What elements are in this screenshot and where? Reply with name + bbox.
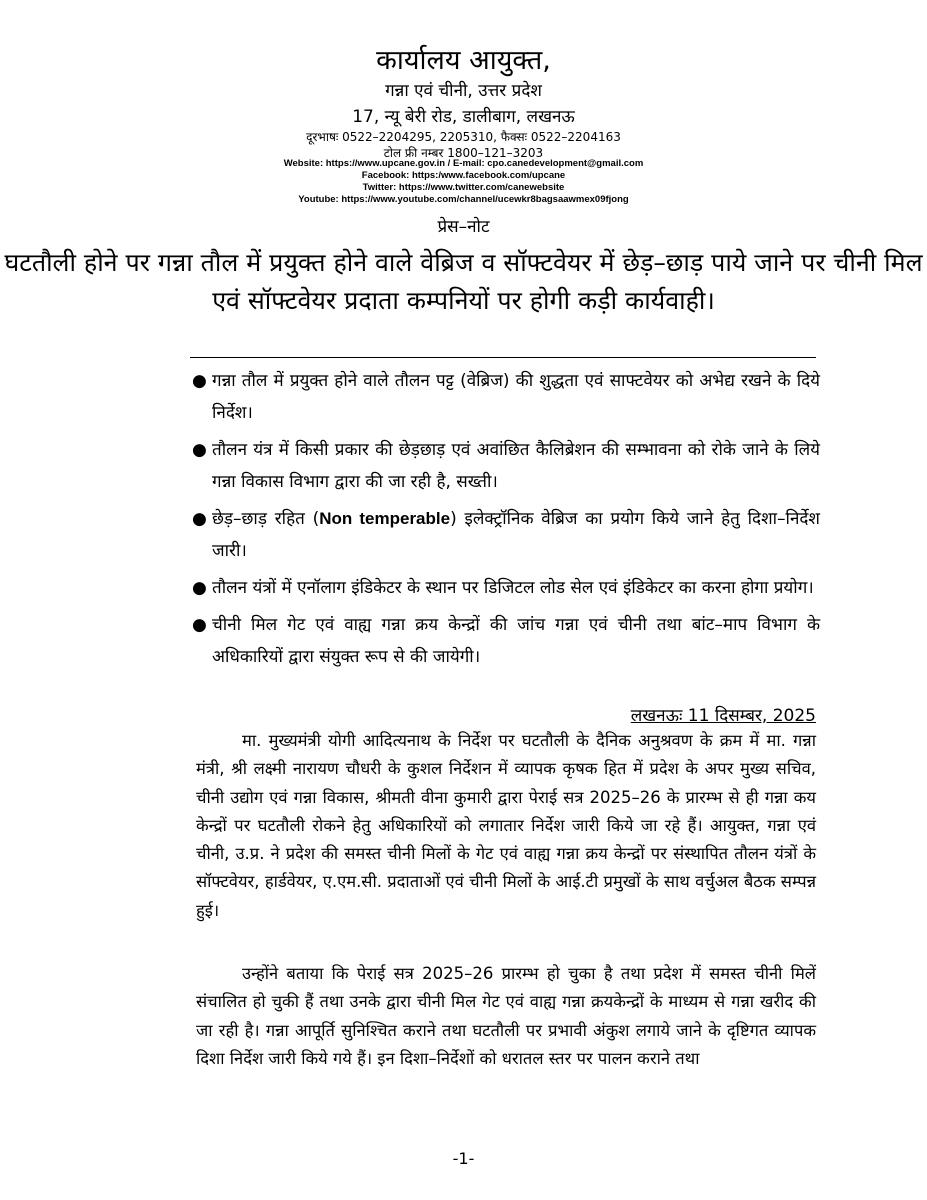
youtube-line: Youtube: https://www.youtube.com/channel/ucewkr8bagsaawmex09fjong [298,194,629,205]
bullet-text-post: ) इलेक्ट्रॉनिक वेब्रिज का प्रयोग किये जाने हेतु दिशा–निर्देश जारी। [212,509,820,561]
bullet-dot-icon: ● [192,371,207,391]
website-email-line: Website: https://www.upcane.gov.in / E-mail: cpo.canedevelopment@gmail.com [283,158,644,169]
bullet-text-bold: Non temperable [319,509,451,528]
bullet-dot-icon: ● [192,509,207,529]
headline: घटतौली होने पर गन्ना तौल में प्रयुक्त होने वाले वेब्रिज व सॉफ्टवेयर में छेड़–छाड़ पाये जाने पर चीनी मिल एवं सॉफ्टवेयर प्रदाता कम्पनियों पर होगी कड़ी कार्यवाही। [4,248,923,315]
paragraph-text: मा. मुख्यमंत्री योगी आदित्यनाथ के निर्देश पर घटतौली के दैनिक अनुश्रवण के क्रम में मा. गन्ना मंत्री, श्री लक्ष्मी नारायण चौधरी के कुशल निर्देशन में व्यापक कृषक हित में प्रदेश के अपर मुख्य सचिव, चीनी उद्योग एवं गन्ना विकास, श्रीमती वीना कुमारी द्वारा पेराई सत्र 2025–26 के प्रारम्भ से ही गन्ना कय केन्द्रों पर घटतौली रोकने हेतु अधिकारियों को लगातार निर्देश जारी किये जा रहे हैं। आयुक्त, गन्ना एवं चीनी, उ.प्र. ने प्रदेश की समस्त चीनी मिलों के गेट एवं वाह्य गन्ना क्रय केन्द्रों पर संस्थापित तौलन यंत्रों के सॉफ्टवेयर, हार्डवेयर, ए.एम.सी. प्रदाताओं एवं चीनी मिलों के आई.टी प्रमुखों के साथ वर्चुअल बैठक सम्पन्न हुई। [196,731,816,920]
toll-free-line: टोल फ्री नम्बर 1800–121–3203 [383,146,544,160]
bullet-dot-icon: ● [192,615,207,635]
twitter-line: Twitter: https://www.twitter.com/canewebsite [362,182,565,193]
body-paragraph-2 [196,960,816,1073]
paragraph-text: उन्होंने बताया कि पेराई सत्र 2025–26 प्रारम्भ हो चुका है तथा प्रदेश में समस्त चीनी मिलें संचालित हो चुकी हैं तथा उनके द्वारा चीनी मिल गेट एवं वाह्य गन्ना क्रयकेन्द्रों के माध्यम से गन्ना खरीद की जा रही है। गन्ना आपूर्ति सुनिश्चित कराने तथा घटतौली पर प्रभावी अंकुश लगाये जाने के दृष्टिगत व्यापक दिशा निर्देश जारी किये गये हैं। इन दिशा–निर्देशों को धरातल स्तर पर पालन कराने तथा [196,964,816,1068]
body-paragraph-1 [196,727,816,925]
office-address: 17, न्यू बेरी रोड, डालीबाग, लखनऊ [352,107,575,127]
press-note-label: प्रेस–नोट [437,217,490,237]
bullet-dot-icon: ● [192,440,207,460]
dateline: लखनऊः 11 दिसम्बर, 2025 [630,706,816,726]
phone-fax-line: दूरभाषः 0522–2204295, 2205310, फैक्सः 0522–2204163 [306,130,621,144]
divider-rule [190,357,816,358]
department-name: गन्ना एवं चीनी, उत्तर प्रदेश [385,81,542,101]
bullet-text: तौलन यंत्रों में एनॉलाग इंडिकेटर के स्थान पर डिजिटल लोड सेल एवं इंडिकेटर का करना होगा प्रयोग। [212,578,814,598]
bullet-dot-icon: ● [192,578,207,598]
bullet-text: तौलन यंत्र में किसी प्रकार की छेड़छाड़ एवं अवांछित कैलिब्रेशन की सम्भावना को रोके जाने के लिये गन्ना विकास विभाग द्वारा की जा रही है, सख्ती। [212,440,820,492]
bullet-item [190,503,820,567]
facebook-line: Facebook: https:/www.facebook.com/upcane [361,170,566,181]
office-title: कार्यालय आयुक्त, [376,45,551,76]
bullet-list [190,365,820,678]
bullet-item [190,572,820,604]
bullet-item [190,365,820,429]
page-number: -1- [452,1149,475,1168]
bullet-text: चीनी मिल गेट एवं वाह्य गन्ना क्रय केन्द्रों की जांच गन्ना एवं चीनी तथा बांट–माप विभाग के अधिकारियों द्वारा संयुक्त रूप से की जायेगी। [212,615,820,667]
bullet-text: गन्ना तौल में प्रयुक्त होने वाले तौलन पट्ट (वेब्रिज) की शुद्धता एवं साफ्टवेयर को अभेद्य रखने के दिये निर्देश। [212,371,820,423]
bullet-text-pre: छेड़–छाड़ रहित ( [212,509,320,529]
bullet-item [190,434,820,498]
bullet-item [190,609,820,673]
